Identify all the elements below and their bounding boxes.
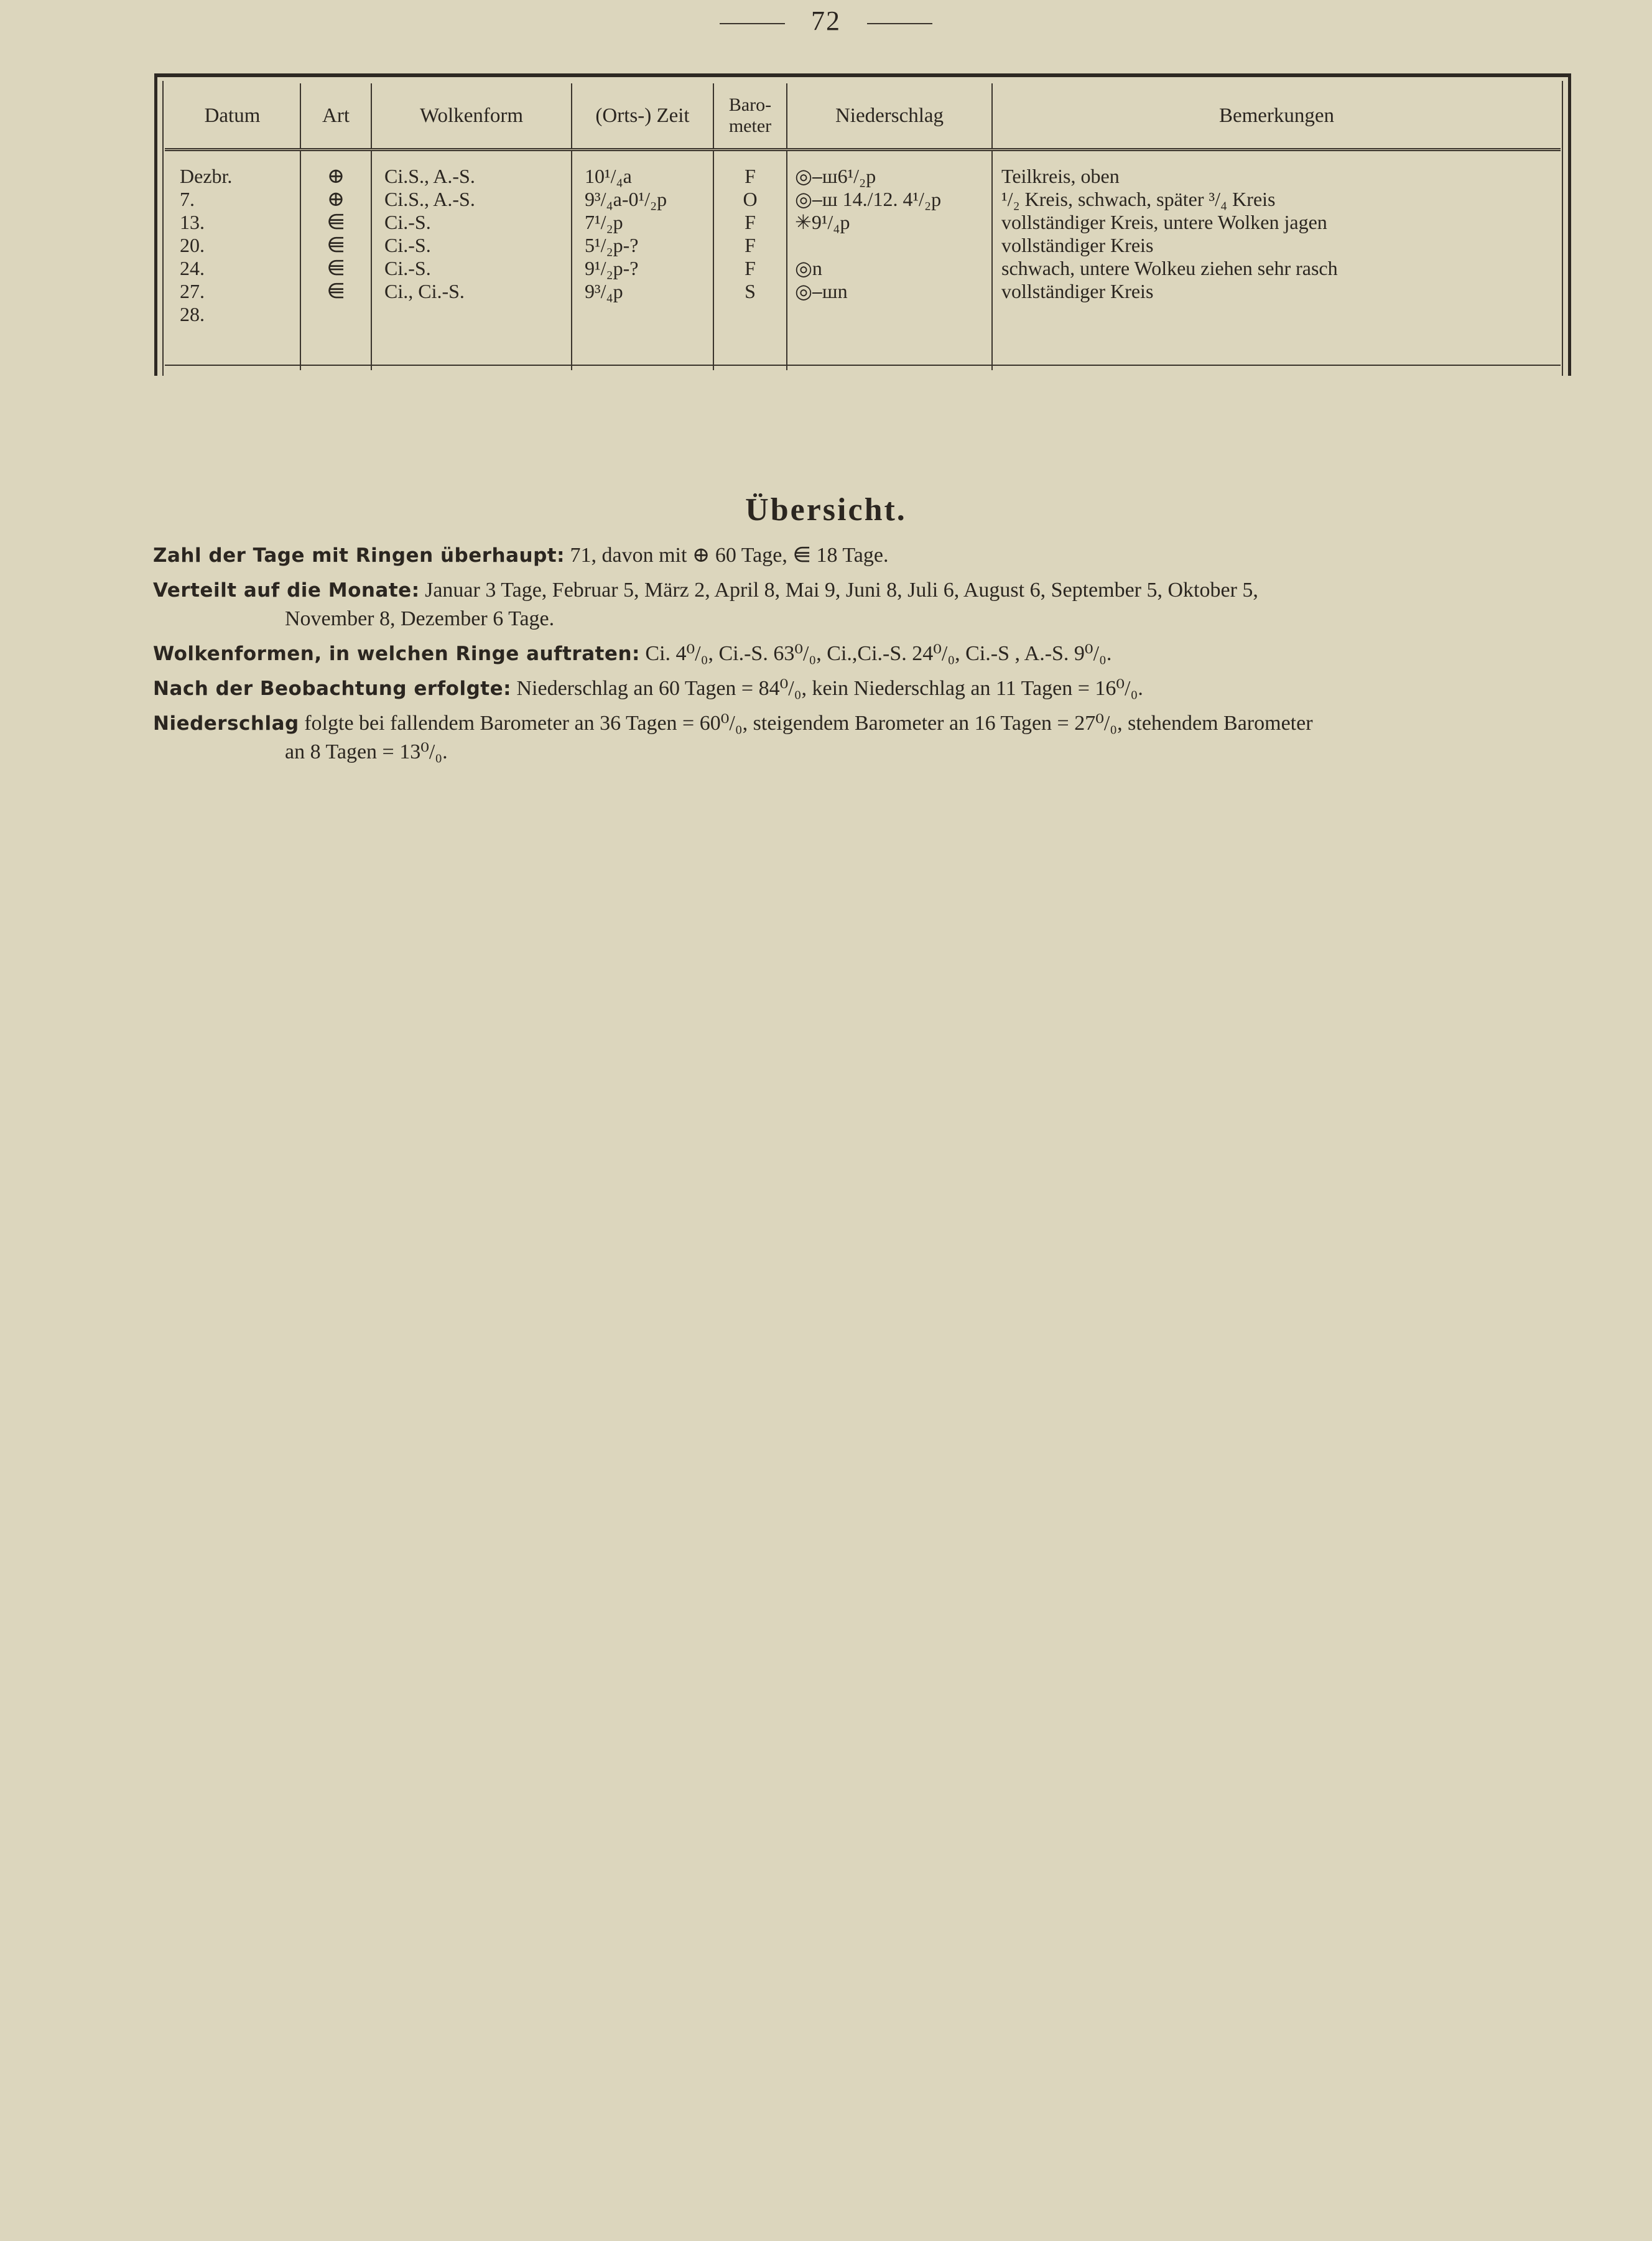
niederschlag-value <box>795 234 985 257</box>
barometer-value: F <box>745 165 756 187</box>
wolkenform-value: Ci.-S. <box>384 234 431 256</box>
barometer-cell <box>713 150 787 371</box>
overview-line-cloudforms <box>153 640 1567 668</box>
datum-day: 13. <box>180 211 205 233</box>
wolkenform-value: Ci.-S. <box>384 211 431 233</box>
halo-arc-symbol-icon: ⋹ <box>327 280 345 303</box>
overview-text: Niederschlag an 60 Tagen = 84⁰/₀, kein Niederschlag an 11 Tagen = 16⁰/₀. <box>516 677 1143 700</box>
datum-day: 20. <box>180 234 205 256</box>
overview-line-precipitation <box>153 709 1567 766</box>
header-wolkenform: Wolkenform <box>371 83 572 150</box>
overview-line-observation <box>153 674 1567 703</box>
niederschlag-value: ◎⎯шn <box>795 280 848 302</box>
bemerkung-value: Teilkreis, oben <box>1001 165 1120 187</box>
bemerkung-value: vollständiger Kreis <box>1001 234 1154 256</box>
overview-key: Nach der Beobachtung erfolgte: <box>153 678 511 700</box>
niederschlag-value: ✳9¹/₄p <box>795 211 850 233</box>
wolkenform-value: Ci.-S. <box>384 257 431 279</box>
zeit-value: 9¹/₂p-? <box>585 257 639 279</box>
datum-cell <box>165 150 300 371</box>
niederschlag-value: ◎⎯ш 14./12. 4¹/₂p <box>795 188 942 210</box>
overview-title: Übersicht. <box>745 492 907 528</box>
halo-arc-symbol-icon: ⋹ <box>327 211 345 234</box>
wolkenform-value: Ci., Ci.-S. <box>384 280 465 302</box>
datum-day: 28. <box>180 303 205 325</box>
niederschlag-value: ◎n <box>795 257 822 279</box>
page-number-rule-right <box>867 23 932 24</box>
overview-key: Wolkenformen, in welchen Ringe auftraten: <box>153 643 640 665</box>
overview-text: 71, davon mit ⊕ 60 Tage, ⋹ 18 Tage. <box>570 544 889 567</box>
datum-day: 27. <box>180 280 205 302</box>
datum-day: 7. <box>180 188 195 210</box>
observation-table <box>165 83 1561 370</box>
header-niederschlag: Niederschlag <box>787 83 992 150</box>
halo-ring-symbol-icon: ⊕ <box>327 165 345 188</box>
overview-key: Verteilt auf die Monate: <box>153 579 420 602</box>
overview-text: folgte bei fallendem Barometer an 36 Tagen = 60⁰/₀, steigendem Barometer an 16 Tagen = 27⁰/₀, stehendem Barometer <box>304 712 1313 735</box>
overview-text-continued: an 8 Tagen = 13⁰/₀. <box>285 740 448 763</box>
datum-day: 24. <box>180 257 205 279</box>
overview-section <box>153 541 1567 773</box>
bemerkung-value: schwach, untere Wolkeu ziehen sehr rasch <box>1001 257 1338 279</box>
barometer-value: F <box>745 211 756 233</box>
zeit-value: 9³/₄a-0¹/₂p <box>585 188 667 210</box>
overview-key: Zahl der Tage mit Ringen überhaupt: <box>153 544 565 567</box>
barometer-value: O <box>743 188 758 210</box>
page-number <box>0 5 1652 37</box>
wolkenform-cell <box>371 150 572 371</box>
month-label: Dezbr. <box>180 165 233 187</box>
wolkenform-value: Ci.S., A.-S. <box>384 188 475 210</box>
header-barometer <box>713 83 787 150</box>
header-zeit: (Orts-) Zeit <box>572 83 713 150</box>
halo-arc-symbol-icon: ⋹ <box>327 234 345 257</box>
observation-table-frame <box>154 73 1571 376</box>
overview-key: Niederschlag <box>153 712 299 735</box>
header-barometer-text: Baro-meter <box>728 95 772 136</box>
header-art: Art <box>300 83 371 150</box>
table-body-row <box>165 150 1561 371</box>
halo-arc-symbol-icon: ⋹ <box>327 257 345 280</box>
table-bottom-rule <box>165 365 1561 366</box>
zeit-value: 5¹/₂p-? <box>585 234 639 256</box>
barometer-value: F <box>745 257 756 279</box>
zeit-value: 7¹/₂p <box>585 211 623 233</box>
header-bemerkungen: Bemerkungen <box>992 83 1561 150</box>
niederschlag-cell <box>787 150 992 371</box>
zeit-value: 9³/₄p <box>585 280 623 302</box>
page-number-rule-left <box>720 23 785 24</box>
overview-line-months <box>153 576 1567 633</box>
zeit-cell <box>572 150 713 371</box>
overview-text: Januar 3 Tage, Februar 5, März 2, April 8, Mai 9, Juni 8, Juli 6, August 6, September 5, Oktober 5, <box>425 579 1258 602</box>
page-number-text: 72 <box>811 6 841 36</box>
zeit-value: 10¹/₄a <box>585 165 632 187</box>
wolkenform-value: Ci.S., A.-S. <box>384 165 475 187</box>
overview-line-rings <box>153 541 1567 570</box>
halo-ring-symbol-icon: ⊕ <box>327 188 345 211</box>
barometer-value: F <box>745 234 756 256</box>
niederschlag-value: ◎⎯ш6¹/₂p <box>795 165 876 187</box>
art-cell <box>300 150 371 371</box>
overview-text: Ci. 4⁰/₀, Ci.-S. 63⁰/₀, Ci.,Ci.-S. 24⁰/₀, Ci.-S , A.-S. 9⁰/₀. <box>645 642 1112 665</box>
bemerkungen-cell <box>992 150 1561 371</box>
table-header-row <box>165 83 1561 150</box>
bemerkung-value: ¹/₂ Kreis, schwach, später ³/₄ Kreis <box>1001 188 1276 210</box>
header-datum: Datum <box>165 83 300 150</box>
bemerkung-value: vollständiger Kreis, untere Wolken jagen <box>1001 211 1327 233</box>
overview-text-continued: November 8, Dezember 6 Tage. <box>285 607 555 630</box>
barometer-value: S <box>745 280 756 302</box>
bemerkung-value: vollständiger Kreis <box>1001 280 1154 302</box>
